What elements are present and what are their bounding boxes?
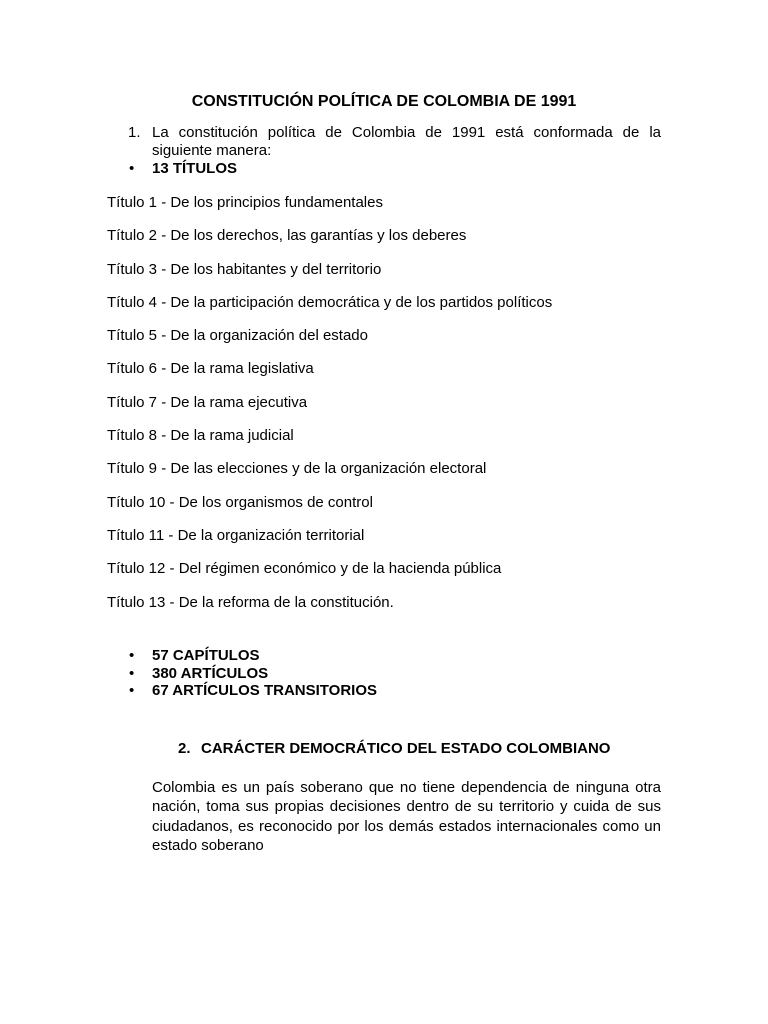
bullet-label: 67 ARTÍCULOS TRANSITORIOS xyxy=(152,682,378,699)
bullet-label: 57 CAPÍTULOS xyxy=(152,647,260,664)
bullet-icon: • xyxy=(129,664,135,682)
titulo-item: Título 11 - De la organización territorial xyxy=(107,526,365,544)
bullet-list-titulos xyxy=(107,160,661,178)
bullet-label: 380 ARTÍCULOS xyxy=(152,664,269,682)
item-text: La constitución política de Colombia de 1991 está conformada de la siguiente manera: xyxy=(152,124,661,159)
bullet-icon: • xyxy=(129,647,135,664)
bullet-list-summary xyxy=(107,647,661,700)
section-heading xyxy=(178,740,610,758)
titulo-item: Título 6 - De la rama legislativa xyxy=(107,360,314,378)
bullet-icon: • xyxy=(129,160,135,177)
section-title: CARÁCTER DEMOCRÁTICO DEL ESTADO COLOMBIANO xyxy=(201,740,611,757)
bullet-item xyxy=(107,647,661,665)
titulo-item: Título 3 - De los habitantes y del territorio xyxy=(107,260,382,278)
titulos-list xyxy=(107,194,661,627)
titulo-item: Título 8 - De la rama judicial xyxy=(107,427,294,445)
item-number: 1. xyxy=(128,124,141,141)
titulo-item: Título 1 - De los principios fundamentales xyxy=(107,194,383,211)
bullet-item xyxy=(107,160,661,178)
numbered-item-1 xyxy=(107,124,661,160)
bullet-item xyxy=(107,682,661,700)
titulo-item: Título 5 - De la organización del estado xyxy=(107,327,368,345)
bullet-label: 13 TÍTULOS xyxy=(152,160,238,177)
titulo-item: Título 12 - Del régimen económico y de la hacienda pública xyxy=(107,560,502,578)
titulo-item: Título 4 - De la participación democrática y de los partidos políticos xyxy=(107,293,553,311)
titulo-item: Título 13 - De la reforma de la constitución. xyxy=(107,593,394,611)
section-number: 2. xyxy=(178,740,191,757)
section-paragraph: Colombia es un país soberano que no tiene dependencia de ninguna otra nación, toma sus propias decisiones dentro de su territorio y cuida de sus ciudadanos, es reconocido por los demás estados internacionales como un estado soberano xyxy=(152,779,661,854)
titulo-item: Título 10 - De los organismos de control xyxy=(107,493,373,511)
document-title: CONSTITUCIÓN POLÍTICA DE COLOMBIA DE 1991 xyxy=(191,93,577,110)
bullet-icon: • xyxy=(129,682,135,699)
titulo-item: Título 9 - De las elecciones y de la organización electoral xyxy=(107,460,487,478)
titulo-item: Título 7 - De la rama ejecutiva xyxy=(107,393,308,411)
titulo-item: Título 2 - De los derechos, las garantías y los deberes xyxy=(107,227,467,245)
bullet-item xyxy=(107,665,661,683)
